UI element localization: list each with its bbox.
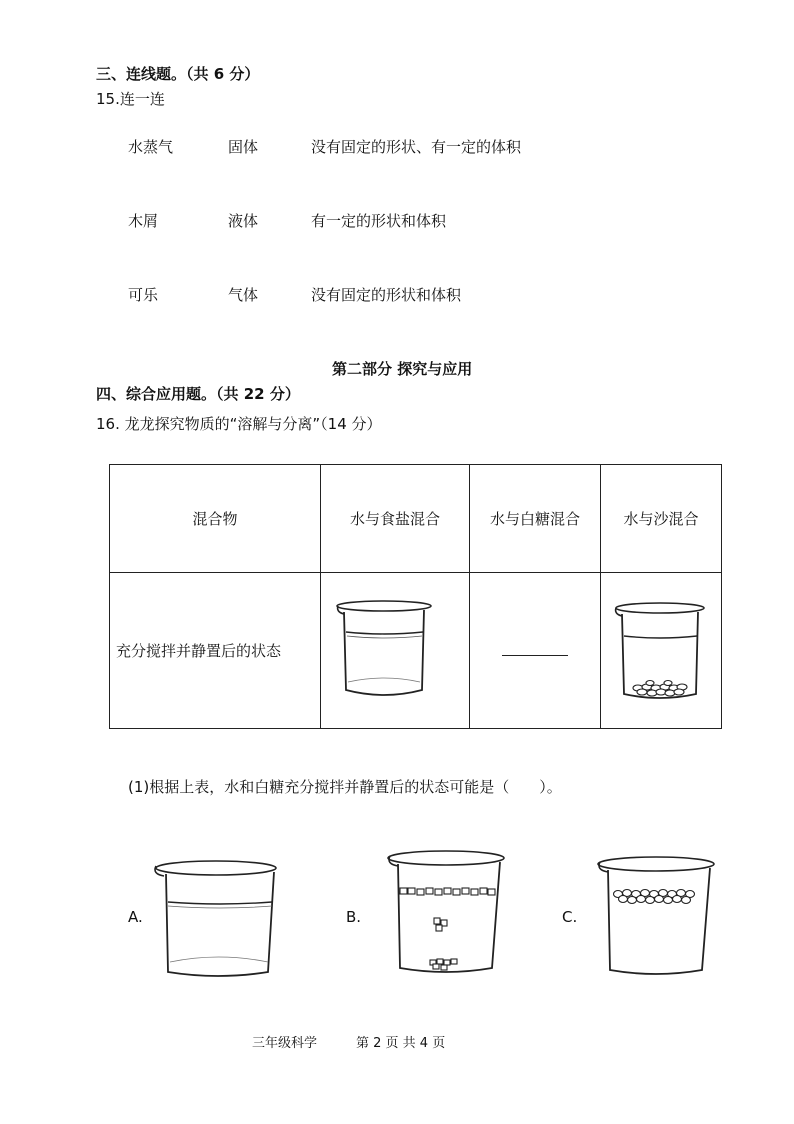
- option-b-beaker-icon[interactable]: [384, 846, 508, 978]
- option-a-label: A.: [128, 908, 143, 926]
- header-salt: 水与食盐混合: [321, 465, 470, 573]
- match-item-c2: 有一定的形状和体积: [311, 212, 447, 230]
- header-sugar: 水与白糖混合: [470, 465, 601, 573]
- question-15-label: 15.连一连: [96, 90, 165, 108]
- cell-sugar-blank: [470, 573, 601, 729]
- beaker-sand-water-icon: [612, 600, 708, 704]
- match-item-b3: 气体: [228, 286, 259, 304]
- match-item-c3: 没有固定的形状和体积: [311, 286, 462, 304]
- row-label-state: 充分搅拌并静置后的状态: [110, 573, 321, 729]
- section3-title: 三、连线题。（共 6 分）: [96, 65, 260, 83]
- part2-title: 第二部分 探究与应用: [332, 360, 473, 378]
- footer-page-number: 第 2 页 共 4 页: [356, 1036, 446, 1051]
- option-c-beaker-icon[interactable]: [594, 852, 718, 978]
- option-a-beaker-icon[interactable]: [150, 856, 280, 982]
- section4-title: 四、综合应用题。（共 22 分）: [96, 385, 300, 403]
- match-item-a1: 水蒸气: [128, 138, 174, 156]
- match-item-b2: 液体: [228, 212, 259, 230]
- question-16-label: 16. 龙龙探究物质的“溶解与分离”（14 分）: [96, 415, 382, 433]
- option-b-label: B.: [346, 908, 362, 926]
- answer-blank-line: [502, 654, 568, 656]
- beaker-salt-water-icon: [334, 598, 434, 702]
- question-1-text: (1)根据上表，水和白糖充分搅拌并静置后的状态可能是（ ）。: [128, 778, 562, 796]
- header-sand: 水与沙混合: [601, 465, 722, 573]
- option-c-label: C.: [562, 908, 578, 926]
- match-item-a3: 可乐: [128, 286, 159, 304]
- match-item-a2: 木屑: [128, 212, 159, 230]
- match-item-c1: 没有固定的形状、有一定的体积: [311, 138, 522, 156]
- header-mixture: 混合物: [110, 465, 321, 573]
- match-item-b1: 固体: [228, 138, 259, 156]
- footer-subject: 三年级科学: [252, 1036, 318, 1051]
